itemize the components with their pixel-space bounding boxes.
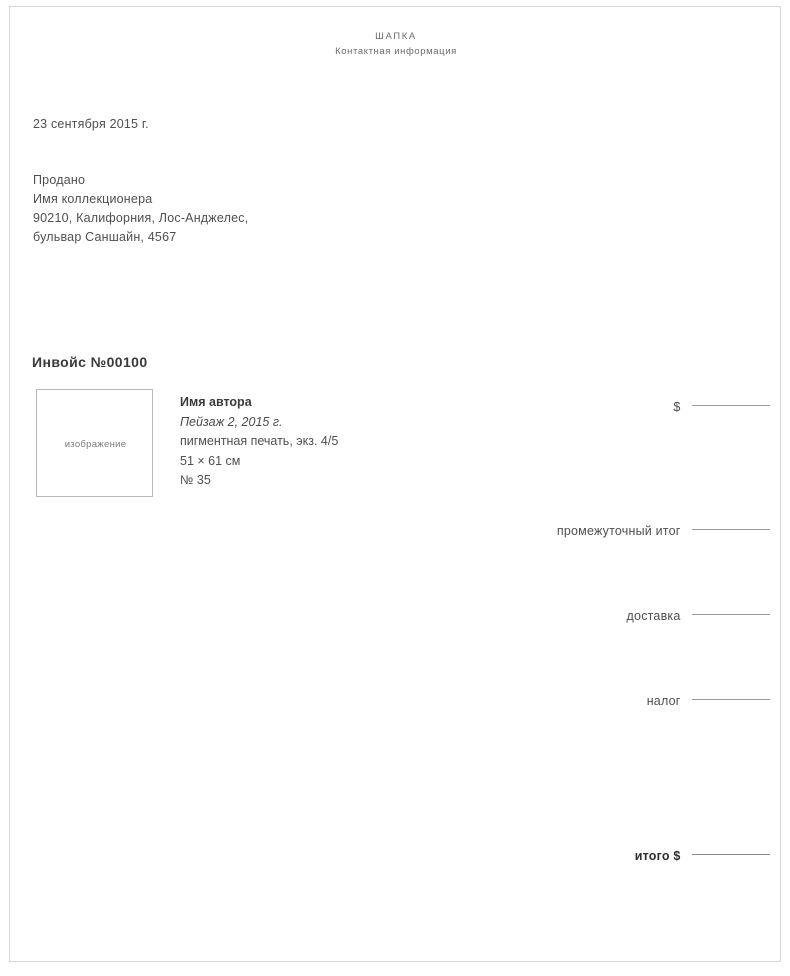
letterhead (10, 29, 782, 59)
sold-to-line-3: бульвар Саншайн, 4567 (33, 230, 177, 244)
amount-row-shipping (250, 608, 770, 623)
artwork-artist: Имя автора (180, 395, 252, 409)
artwork-medium: пигментная печать, экз. 4/5 (180, 434, 339, 448)
artwork-image-placeholder (36, 389, 153, 497)
amount-row-price (250, 399, 770, 414)
amount-row-tax (250, 693, 770, 708)
artwork-title: Пейзаж 2, 2015 г. (180, 414, 283, 429)
letterhead-title: ШАПКА (375, 31, 417, 42)
letterhead-subtitle: Контактная информация (335, 46, 457, 57)
total-value-rule (692, 853, 770, 855)
shipping-label: доставка (626, 608, 681, 623)
amount-row-subtotal (250, 523, 770, 538)
sold-to-block (33, 171, 248, 247)
sold-to-heading: Продано (33, 173, 86, 187)
amount-row-total (250, 848, 770, 863)
invoice-content (10, 7, 782, 963)
tax-label: налог (646, 693, 681, 708)
total-label: итого $ (634, 848, 681, 863)
subtotal-label: промежуточный итог (556, 523, 681, 538)
subtotal-value-rule (692, 528, 770, 530)
tax-value-rule (692, 698, 770, 700)
sold-to-line-2: 90210, Калифорния, Лос-Анджелес, (33, 211, 249, 225)
artwork-dimensions: 51 × 61 см (180, 453, 241, 468)
invoice-date: 23 сентября 2015 г. (33, 117, 149, 131)
price-value-rule (692, 404, 770, 406)
invoice-sheet (9, 6, 781, 962)
artwork-inventory-number: № 35 (180, 473, 211, 487)
shipping-value-rule (692, 613, 770, 615)
sold-to-line-1: Имя коллекционера (33, 192, 153, 206)
price-label: $ (673, 399, 681, 414)
invoice-number: Инвойс №00100 (32, 354, 148, 370)
artwork-image-placeholder-label: изображение (64, 439, 127, 450)
